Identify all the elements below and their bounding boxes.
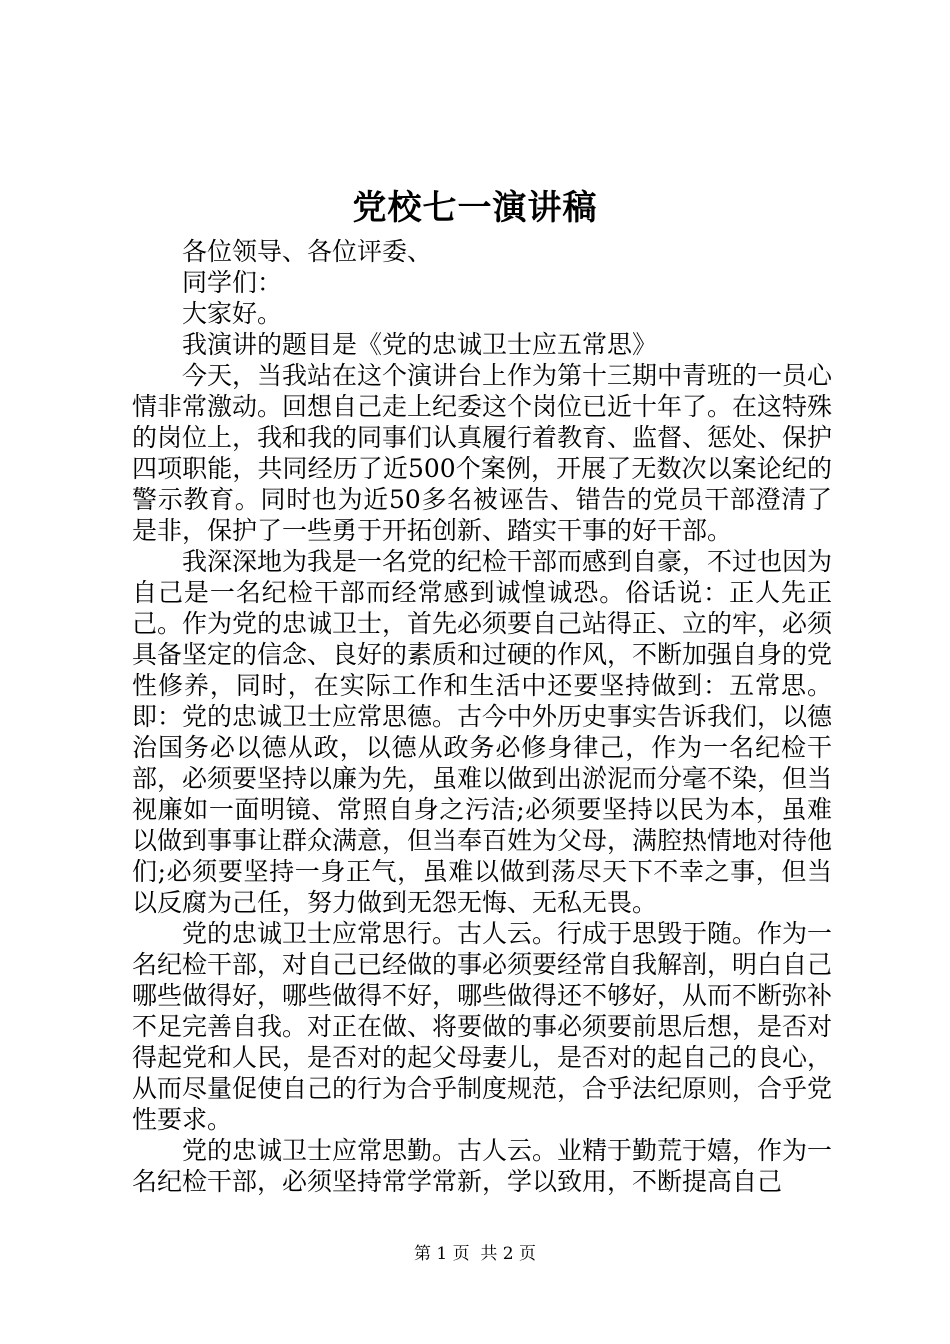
paragraph-salutation-2: 同学们： xyxy=(182,268,283,297)
paragraph-think-action: 党的忠诚卫士应常思行。古人云。行成于思毁于随。作为一名纪检干部，对自己已经做的事必须要经常自我解剖，明白自己哪些做得好，哪些做得不好，哪些做得还不够好，从而不断弥补不足完善自我。对正在做、将要做的事必须要前思后想，是否对得起党和人民，是否对的起父母妻儿，是否对的起自己的良心，从而尽量促使自己的行为合乎制度规范，合乎法纪原则，合乎党性要求。 xyxy=(132,919,833,1134)
paragraph-intro: 今天，当我站在这个演讲台上作为第十三期中青班的一员心情非常激动。回想自己走上纪委这个岗位已近十年了。在这特殊的岗位上，我和我的同事们认真履行着教育、监督、惩处、保护四项职能，共同经历了近500个案例，开展了无数次以案论纪的警示教育。同时也为近50多名被诬告、错告的党员干部澄清了是非，保护了一些勇于开拓创新、踏实干事的好干部。 xyxy=(132,361,833,545)
paragraph-think-diligence: 党的忠诚卫士应常思勤。古人云。业精于勤荒于嬉，作为一名纪检干部，必须坚持常学常新，学以致用，不断提高自己 xyxy=(132,1136,833,1196)
paragraph-salutation-1: 各位领导、各位评委、 xyxy=(182,237,433,266)
paragraph-greeting: 大家好。 xyxy=(182,299,283,328)
paragraph-think-virtue: 我深深地为我是一名党的纪检干部而感到自豪，不过也因为自己是一名纪检干部而经常感到诚惶诚恐。俗话说：正人先正己。作为党的忠诚卫士，首先必须要自己站得正、立的牢，必须具备坚定的信念、良好的素质和过硬的作风，不断加强自身的党性修养，同时，在实际工作和生活中还要坚持做到：五常思。即：党的忠诚卫士应常思德。古今中外历史事实告诉我们，以德治国务必以德从政，以德从政务必修身律己，作为一名纪检干部，必须要坚持以廉为先，虽难以做到出淤泥而分毫不染，但当视廉如一面明镜、常照自身之污洁;必须要坚持以民为本，虽难以做到事事让群众满意，但当奉百姓为父母，满腔热情地对待他们;必须要坚持一身正气，虽难以做到荡尽天下不幸之事，但当以反腐为己任，努力做到无怨无悔、无私无畏。 xyxy=(132,547,833,917)
document-body xyxy=(132,236,832,1197)
page-number: 第 1 页 xyxy=(413,1244,470,1264)
footer-spacer xyxy=(470,1244,481,1264)
page-footer xyxy=(0,1243,950,1265)
document-title: 党校七一演讲稿 xyxy=(352,188,598,228)
paragraph-topic: 我演讲的题目是《党的忠诚卫士应五常思》 xyxy=(182,330,658,359)
page-total: 共 2 页 xyxy=(480,1244,537,1264)
